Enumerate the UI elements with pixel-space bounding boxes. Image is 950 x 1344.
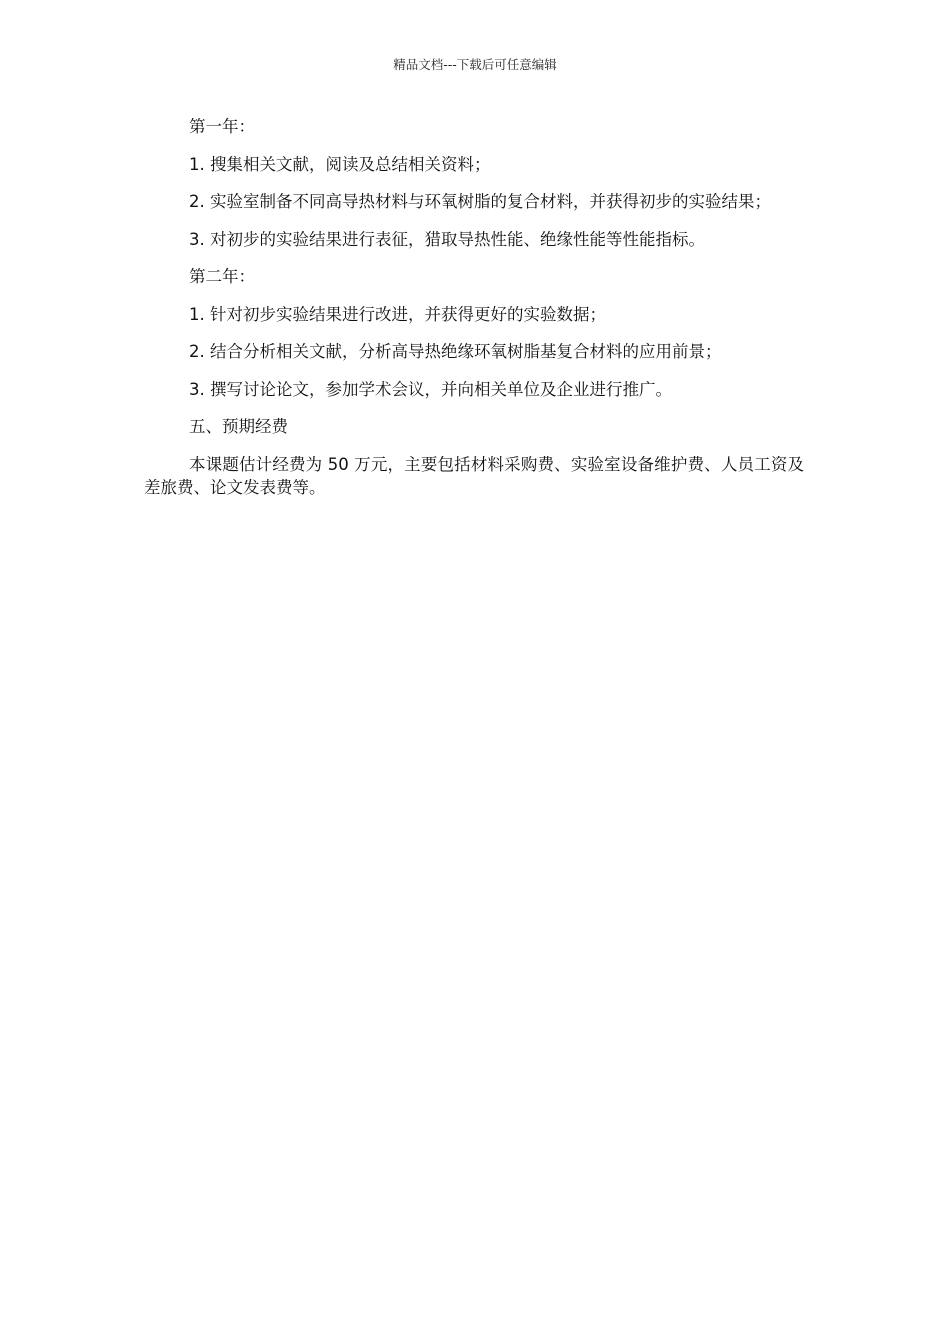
document-body [144, 115, 804, 512]
page-header: 精品文档---下载后可任意编辑 [393, 57, 557, 72]
year-one-item-2: 2. 实验室制备不同高导热材料与环氧树脂的复合材料，并获得初步的实验结果； [189, 192, 771, 211]
section-heading-budget: 五、预期经费 [189, 417, 288, 436]
budget-paragraph: 本课题估计经费为 50 万元，主要包括材料采购费、实验室设备维护费、人员工资及差旅费、论文发表费等。 [144, 454, 804, 497]
year-two-heading: 第二年： [189, 267, 255, 286]
year-one-item-3: 3. 对初步的实验结果进行表征，猎取导热性能、绝缘性能等性能指标。 [189, 229, 705, 249]
year-two-item-1: 1. 针对初步实验结果进行改进，并获得更好的实验数据； [189, 304, 606, 324]
year-one-heading: 第一年： [189, 117, 255, 136]
year-two-item-2: 2. 结合分析相关文献，分析高导热绝缘环氧树脂基复合材料的应用前景； [189, 342, 722, 361]
year-one-item-1: 1. 搜集相关文献，阅读及总结相关资料； [189, 154, 491, 174]
year-two-item-3: 3. 撰写讨论论文，参加学术会议，并向相关单位及企业进行推广。 [189, 379, 672, 399]
